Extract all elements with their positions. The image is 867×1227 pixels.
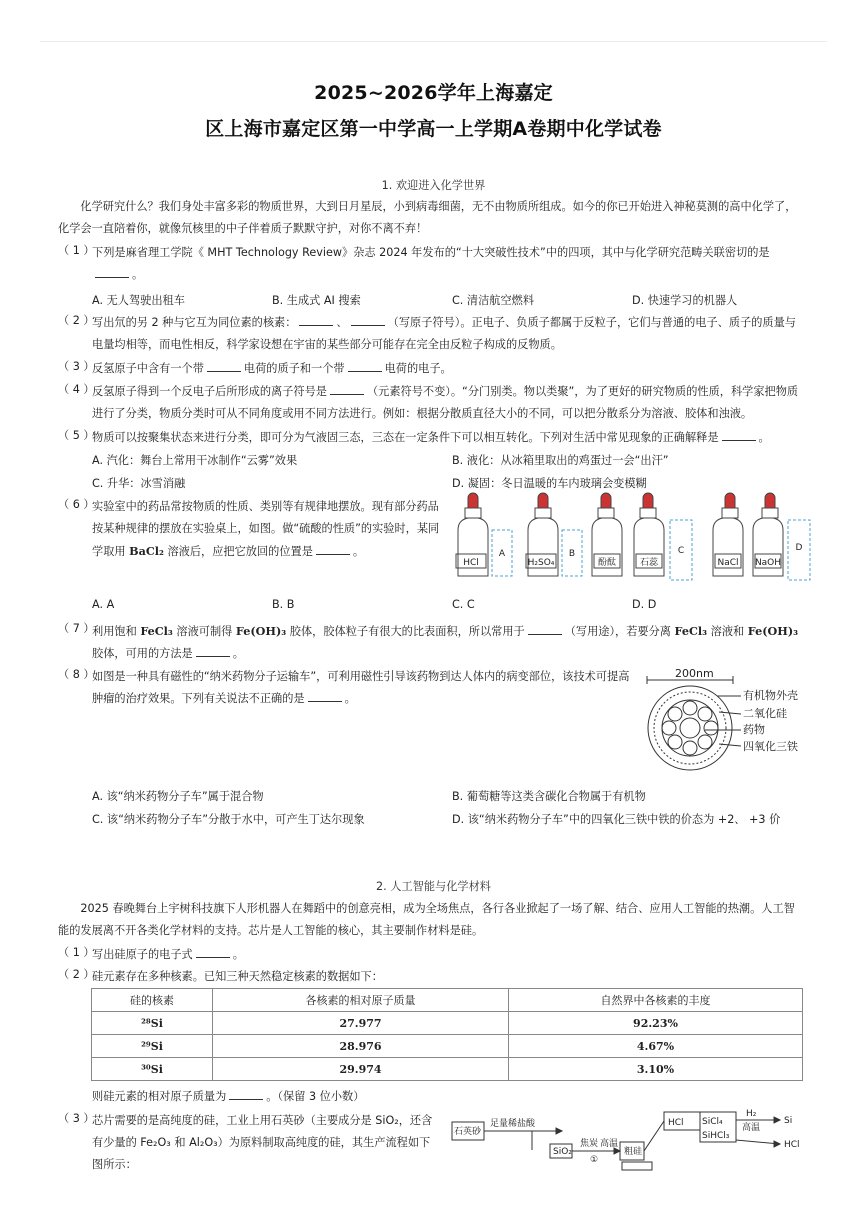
question-text: 下列是麻省理工学院《 MHT Technology Review》杂志 2024 年发布的“十大突破性技术”中的四项，其中与化学研究范畴关联密切的是。 xyxy=(92,246,770,281)
answer-blank[interactable] xyxy=(528,622,562,635)
question-text: 物质可以按聚集状态来进行分类，即可分为气液固三态，三态在一定条件下可以相互转化。下列对生活中常见现象的正确解释是 。 xyxy=(92,427,806,449)
bottle-label-hcl: HCl xyxy=(463,558,479,568)
answer-blank[interactable] xyxy=(308,689,342,702)
question-1-8 xyxy=(58,666,638,710)
option-c[interactable]: C. 该“纳米药物分子车”分散于水中，可产生丁达尔现象 xyxy=(92,813,365,826)
question-1-3 xyxy=(58,358,806,380)
question-text: 反氢原子得到一个反电子后所形成的离子符号是 （元素符号不变）。“分门别类。物以类聚”，为了更好的研究物质的性质，科学家把物质进行了分类，物质分类时可从不同角度或用不同方法进行。例如：根据分散质直径大小的不同，可以把分散系分为溶液、胶体和浊液。 xyxy=(92,381,806,425)
flow-sio2: SiO₂ xyxy=(553,1147,572,1157)
flow-coke: 焦炭 xyxy=(580,1139,599,1149)
question-1-7 xyxy=(58,620,806,664)
table-header: 硅的核素 xyxy=(92,989,213,1012)
flow-si: Si xyxy=(784,1116,793,1126)
question-number: （ 7 ） xyxy=(58,622,95,635)
answer-blank[interactable] xyxy=(348,359,382,372)
answer-blank[interactable] xyxy=(229,1087,263,1100)
option-b[interactable]: B. 液化：从冰箱里取出的鸡蛋过一会“出汗” xyxy=(452,454,669,467)
question-number: （ 2 ） xyxy=(58,968,95,981)
option-b[interactable]: B. B xyxy=(272,598,295,611)
flow-sihcl3: SiHCl₃ xyxy=(702,1131,730,1141)
section-1-intro: 化学研究什么？我们身处丰富多彩的物质世界，大到日月星辰，小到病毒细菌，无不由物质所组成。如今的你已开始进入神秘莫测的高中化学了，化学会一直陪着你，就像氘核里的中子伴着质子默默守护，对你不离不弃！ xyxy=(58,200,797,235)
question-2-1 xyxy=(58,944,806,966)
table-cell: 28.976 xyxy=(213,1035,509,1058)
flow-hcl-reagent: 足量稀盐酸 xyxy=(490,1119,536,1129)
table-cell: 29.974 xyxy=(213,1058,509,1081)
option-c[interactable]: C. 升华：冰雪消融 xyxy=(92,477,186,490)
table-row xyxy=(92,1035,803,1058)
option-d[interactable]: D. D xyxy=(632,598,657,611)
table-cell: ²⁹Si xyxy=(92,1035,213,1058)
answer-blank[interactable] xyxy=(207,359,241,372)
answer-blank[interactable] xyxy=(196,644,230,657)
table-cell: ²⁸Si xyxy=(92,1012,213,1035)
label-organic-shell: 有机物外壳 xyxy=(743,689,798,702)
table-row xyxy=(92,1012,803,1035)
section-2-intro: 2025 春晚舞台上宇树科技旗下人形机器人在舞蹈中的创意亮相，成为全场焦点，各行各业掀起了一场了解、结合、应用人工智能的热潮。人工智能的发展离不开各类化学材料的支持。芯片是人工智能的核心，其主要制作材料是硅。 xyxy=(58,902,795,937)
section-1-heading: 1. 欢迎进入化学世界 xyxy=(381,179,486,192)
option-c[interactable]: C. C xyxy=(452,598,475,611)
question-2-3 xyxy=(58,1110,440,1176)
option-d[interactable]: D. 凝固：冬日温暖的车内玻璃会变模糊 xyxy=(452,477,647,490)
bottle-label-nacl: NaCl xyxy=(717,558,739,568)
question-number: （ 1 ） xyxy=(58,946,95,959)
option-c[interactable]: C. 清洁航空燃料 xyxy=(452,294,535,307)
question-number: （ 2 ） xyxy=(58,314,95,327)
question-number: （ 3 ） xyxy=(58,360,95,373)
question-number: （ 3 ） xyxy=(58,1112,95,1125)
question-1-1 xyxy=(58,242,806,286)
answer-blank[interactable] xyxy=(351,313,385,326)
table-cell: 92.23% xyxy=(509,1012,803,1035)
question-text: 如图是一种具有磁性的“纳米药物分子运输车”，可利用磁性引导该药物到达人体内的病变部位，该技术可提高肿瘤的治疗效果。下列有关说法不正确的是 。 xyxy=(92,670,630,705)
box-label-d: D xyxy=(795,543,803,553)
table-cell: ³⁰Si xyxy=(92,1058,213,1081)
question-number: （ 1 ） xyxy=(58,244,95,257)
flow-high-temp-1: 高温 xyxy=(600,1139,619,1149)
scale-label: 200nm xyxy=(675,667,714,680)
question-1-2 xyxy=(58,312,806,356)
table-cell: 4.67% xyxy=(509,1035,803,1058)
table-cell: 3.10% xyxy=(509,1058,803,1081)
nanocarrier-figure xyxy=(645,664,820,776)
flow-h2: H₂ xyxy=(746,1109,757,1119)
option-a[interactable]: A. 汽化：舞台上常用干冰制作“云雾”效果 xyxy=(92,454,298,467)
reagent-bottles-figure xyxy=(448,490,818,590)
table-header: 各核素的相对原子质量 xyxy=(213,989,509,1012)
table-cell: 27.977 xyxy=(213,1012,509,1035)
flow-quartz: 石英砂 xyxy=(454,1127,482,1137)
answer-blank[interactable] xyxy=(316,542,350,555)
question-text: 硅元素存在多种核素。已知三种天然稳定核素的数据如下： xyxy=(92,970,383,983)
section-2-heading: 2. 人工智能与化学材料 xyxy=(376,880,491,893)
option-b[interactable]: B. 生成式 AI 搜索 xyxy=(272,294,361,307)
top-rule xyxy=(40,41,827,42)
label-fe3o4: 四氧化三铁 xyxy=(743,740,798,753)
question-number: （ 4 ） xyxy=(58,383,95,396)
question-text: 实验室中的药品常按物质的性质、类别等有规律地摆放。现有部分药品按某种规律的摆放在实验桌上，如图。做“硫酸的性质”的实验时，某同学取用 BaCl₂ 溶液后，应把它放回的位置是 。 xyxy=(92,500,440,558)
answer-blank[interactable] xyxy=(299,313,333,326)
box-label-a: A xyxy=(498,549,506,559)
option-a[interactable]: A. 该“纳米药物分子车”属于混合物 xyxy=(92,790,264,803)
answer-blank[interactable] xyxy=(330,382,364,395)
label-silica: 二氧化硅 xyxy=(743,707,787,720)
question-text: 利用饱和 FeCl₃ 溶液可制得 Fe(OH)₃ 胶体，胶体粒子有很大的比表面积，所以常用于 （写用途），若要分离 FeCl₃ 溶液和 Fe(OH)₃胶体，可用的方法是 。 xyxy=(92,624,799,660)
option-a[interactable]: A. 无人驾驶出租车 xyxy=(92,294,185,307)
box-label-b: B xyxy=(568,549,576,559)
bottle-label-h2so4: H₂SO₄ xyxy=(527,558,555,568)
flow-sicl4: SiCl₄ xyxy=(702,1117,723,1127)
question-text: 芯片需要的是高纯度的硅，工业上用石英砂（主要成分是 SiO₂，还含有少量的 Fe₂O₃ 和 Al₂O₃）为原料制取高纯度的硅，其生产流程如下图所示： xyxy=(92,1114,433,1171)
flow-high-temp-2: 高温 xyxy=(742,1123,761,1133)
question-text: 写出硅原子的电子式 。 xyxy=(92,944,806,966)
question-1-6 xyxy=(58,496,440,562)
question-1-5 xyxy=(58,427,806,449)
option-d[interactable]: D. 该“纳米药物分子车”中的四氧化三铁中铁的价态为 +2、 +3 价 xyxy=(452,813,781,826)
flow-crude-si: 粗硅 xyxy=(624,1147,643,1157)
question-text: 写出氘的另 2 种与它互为同位素的核素： 、 （写原子符号）。正电子、负质子都属于反粒子，它们与普通的电子、质子的质量与电量均相等，而电性相反，科学家设想在宇宙的某些部分可能存在完全由反粒子构成的反物质。 xyxy=(92,312,806,356)
exam-title-line2: 区上海市嘉定区第一中学高一上学期A卷期中化学试卷 xyxy=(205,118,662,140)
isotope-table xyxy=(91,988,803,1081)
bottle-label-naoh: NaOH xyxy=(754,558,782,568)
question-text: 则硅元素的相对原子质量为 。（保留 3 位小数） xyxy=(92,1086,806,1108)
table-header: 自然界中各核素的丰度 xyxy=(509,989,803,1012)
option-a[interactable]: A. A xyxy=(92,598,115,611)
flow-hcl-out: HCl xyxy=(784,1140,800,1150)
question-1-4 xyxy=(58,381,806,425)
question-text: 反氢原子中含有一个带 电荷的质子和一个带 电荷的电子。 xyxy=(92,358,806,380)
label-drug: 药物 xyxy=(743,723,765,736)
question-number: （ 8 ） xyxy=(58,668,95,681)
answer-blank[interactable] xyxy=(95,265,129,278)
question-number: （ 5 ） xyxy=(58,429,95,442)
option-d[interactable]: D. 快速学习的机器人 xyxy=(632,294,738,307)
option-b[interactable]: B. 葡萄糖等这类含碳化合物属于有机物 xyxy=(452,790,646,803)
flow-hcl: HCl xyxy=(668,1118,684,1128)
table-row xyxy=(92,1058,803,1081)
question-2-2 xyxy=(58,966,806,988)
box-label-c: C xyxy=(677,546,685,556)
answer-blank[interactable] xyxy=(196,945,230,958)
flow-step-1: ① xyxy=(590,1155,599,1165)
table-header-row xyxy=(92,989,803,1012)
answer-blank[interactable] xyxy=(722,428,756,441)
exam-title-line1: 2025~2026学年上海嘉定 xyxy=(314,82,553,104)
silicon-process-flow xyxy=(450,1102,820,1172)
bottle-label-litmus: 石蕊 xyxy=(639,558,659,568)
bottle-label-phenolphthalein: 酚酞 xyxy=(597,558,617,568)
question-number: （ 6 ） xyxy=(58,498,95,511)
